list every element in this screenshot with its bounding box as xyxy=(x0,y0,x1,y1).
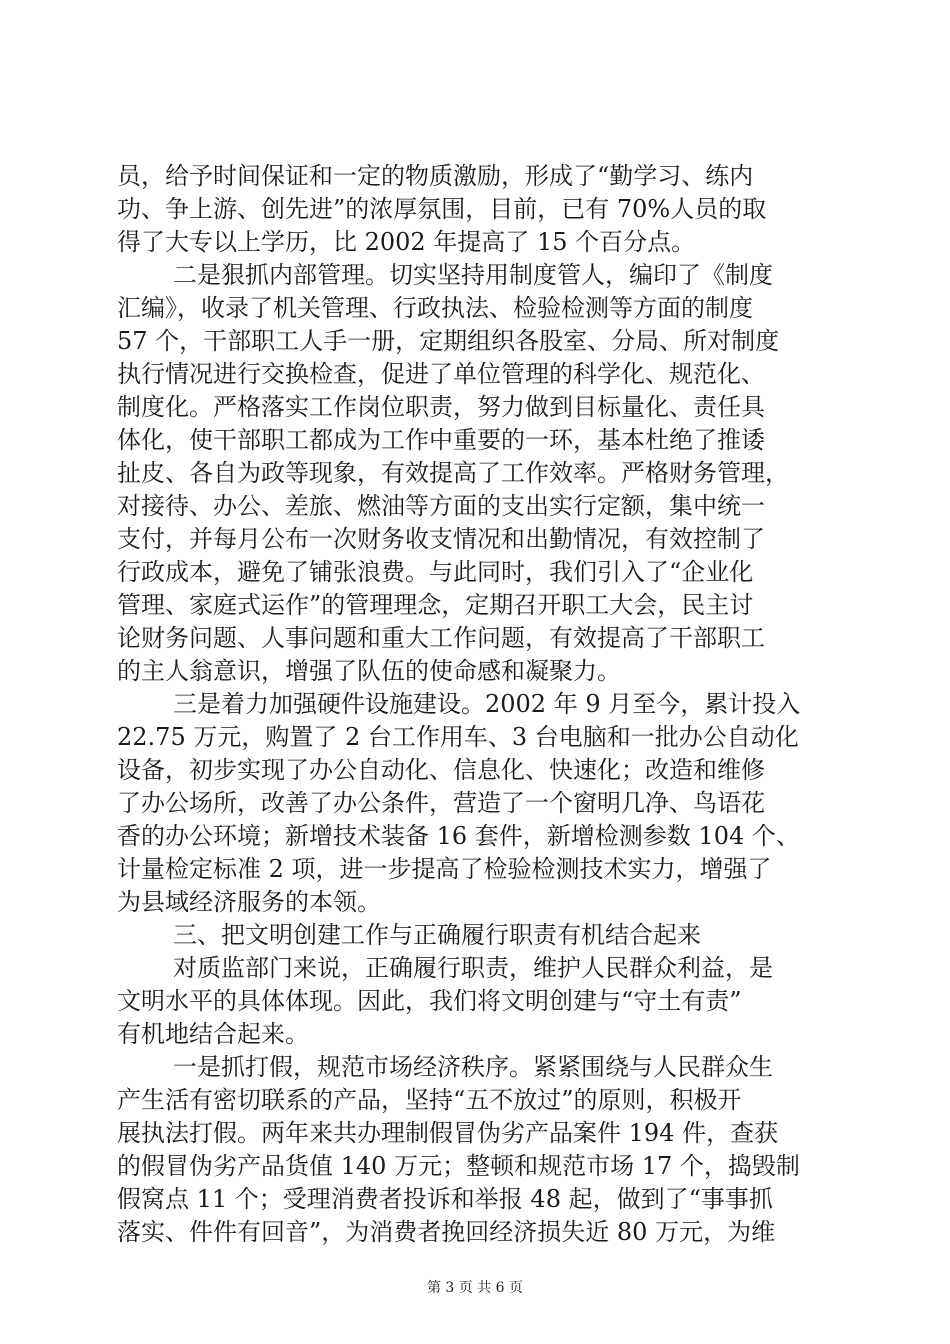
text-line: 执行情况进行交换检查，促进了单位管理的科学化、规范化、 xyxy=(117,360,765,388)
section-heading: 三、把文明创建工作与正确履行职责有机结合起来 xyxy=(173,921,701,949)
text-line: 员，给予时间保证和一定的物质激励，形成了“勤学习、练内 xyxy=(117,162,754,190)
text-line: 设备，初步实现了办公自动化、信息化、快速化；改造和维修 xyxy=(117,756,765,784)
paragraph-start-line: 三是着力加强硬件设施建设。2002 年 9 月至今，累计投入 xyxy=(173,690,801,718)
text-line: 22.75 万元，购置了 2 台工作用车、3 台电脑和一批办公自动化 xyxy=(117,723,799,751)
text-line: 的假冒伪劣产品货值 140 万元；整顿和规范市场 17 个，捣毁制 xyxy=(117,1152,800,1180)
text-line: 展执法打假。两年来共办理制假冒伪劣产品案件 194 件，查获 xyxy=(117,1119,779,1147)
text-line: 扯皮、各自为政等现象，有效提高了工作效率。严格财务管理， xyxy=(117,459,789,487)
text-line: 体化，使干部职工都成为工作中重要的一环，基本杜绝了推诿 xyxy=(117,426,765,454)
text-line: 支付，并每月公布一次财务收支情况和出勤情况，有效控制了 xyxy=(117,525,765,553)
text-line: 汇编》，收录了机关管理、行政执法、检验检测等方面的制度 xyxy=(117,294,753,322)
text-line: 论财务问题、人事问题和重大工作问题，有效提高了干部职工 xyxy=(117,624,765,652)
text-line: 行政成本，避免了铺张浪费。与此同时，我们引入了“企业化 xyxy=(117,558,754,586)
text-line: 香的办公环境；新增技术装备 16 套件，新增检测参数 104 个、 xyxy=(117,822,800,850)
text-line: 了办公场所，改善了办公条件，营造了一个窗明几净、鸟语花 xyxy=(117,789,765,817)
text-line: 的主人翁意识，增强了队伍的使命感和凝聚力。 xyxy=(117,657,621,685)
text-line: 为县域经济服务的本领。 xyxy=(117,888,381,916)
page-number-footer: 第 3 页 共 6 页 xyxy=(426,1280,524,1296)
paragraph-start-line: 对质监部门来说，正确履行职责，维护人民群众利益，是 xyxy=(173,954,773,982)
text-line: 落实、件件有回音”，为消费者挽回经济损失近 80 万元，为维 xyxy=(117,1218,776,1246)
text-line: 管理、家庭式运作”的管理理念，定期召开职工大会，民主讨 xyxy=(117,591,754,619)
text-line: 得了大专以上学历，比 2002 年提高了 15 个百分点。 xyxy=(117,228,696,256)
paragraph-start-line: 二是狠抓内部管理。切实坚持用制度管人，编印了《制度 xyxy=(173,261,773,289)
text-line: 57 个，干部职工人手一册，定期组织各股室、分局、所对制度 xyxy=(117,327,780,355)
text-line: 计量检定标准 2 项，进一步提高了检验检测技术实力，增强了 xyxy=(117,855,772,883)
text-line: 对接待、办公、差旅、燃油等方面的支出实行定额，集中统一 xyxy=(117,492,765,520)
text-line: 制度化。严格落实工作岗位职责，努力做到目标量化、责任具 xyxy=(117,393,765,421)
text-line: 功、争上游、创先进”的浓厚氛围，目前，已有 70%人员的取 xyxy=(117,195,767,223)
text-line: 文明水平的具体体现。因此，我们将文明创建与“守土有责” xyxy=(117,987,742,1015)
paragraph-start-line: 一是抓打假，规范市场经济秩序。紧紧围绕与人民群众生 xyxy=(173,1053,773,1081)
text-line: 产生活有密切联系的产品，坚持“五不放过”的原则，积极开 xyxy=(117,1086,742,1114)
document-body xyxy=(117,160,837,1249)
text-line: 假窝点 11 个；受理消费者投诉和举报 48 起，做到了“事事抓 xyxy=(117,1185,773,1213)
text-line: 有机地结合起来。 xyxy=(117,1020,309,1048)
